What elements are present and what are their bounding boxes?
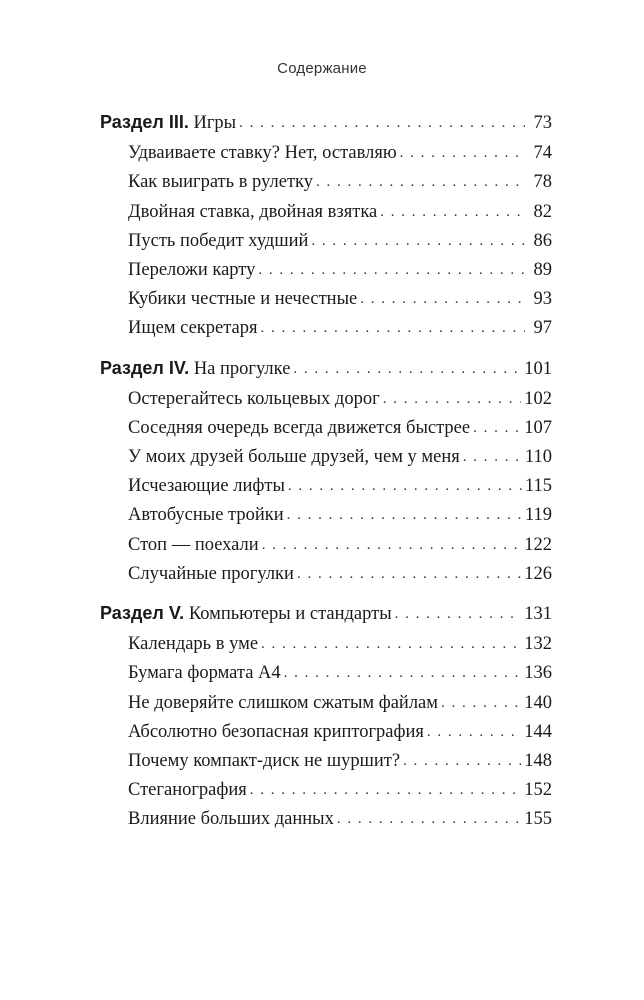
dot-leader [239,109,525,138]
entry-title: Кубики честные и нечестные [128,289,358,310]
page-number: 110 [524,447,552,468]
toc-entry[interactable] [100,314,552,343]
section-label: Раздел IV. [100,357,190,378]
dot-leader [383,385,522,414]
page-number: 107 [524,417,552,438]
table-of-contents [100,108,552,845]
dot-leader [316,168,525,197]
entry-title: Не доверяйте слишком сжатым файлам [128,692,438,713]
page-number: 78 [533,172,552,193]
page-number: 82 [533,201,552,222]
toc-entry[interactable] [100,385,552,414]
toc-section-heading[interactable] [100,599,552,628]
toc-entry[interactable] [100,227,552,256]
page-number: 97 [533,318,552,339]
entry-title: Исчезающие лифты [128,476,285,497]
toc-entry[interactable] [100,718,552,747]
toc-section-5 [100,599,552,835]
toc-entry[interactable] [100,659,552,688]
section-label: Раздел V. [100,603,185,623]
section-title: Игры [193,113,237,133]
dot-leader [261,314,525,343]
toc-entry[interactable] [100,531,552,560]
entry-title: Стоп — поехали [128,534,259,555]
toc-entry[interactable] [100,630,552,659]
entry-title: Влияние больших данных [128,809,334,830]
dot-leader [337,805,521,834]
page-number: 101 [524,358,552,379]
page-number: 140 [524,692,552,713]
entry-title: Соседняя очередь всегда движется быстрее [128,417,471,438]
section-title: Компьютеры и стандарты [188,604,392,624]
entry-title: Двойная ставка, двойная взятка [128,201,378,222]
dot-leader [441,689,521,718]
dot-leader [380,198,525,227]
entry-title: Ищем секретаря [128,318,258,339]
dot-leader [400,139,525,168]
page-number: 122 [524,534,552,555]
dot-leader [403,747,521,776]
entry-title: Переложи карту [128,259,256,280]
toc-section-heading[interactable] [100,108,552,137]
entry-title: Почему компакт-диск не шуршит? [128,750,401,771]
dot-leader [427,718,521,747]
page-number: 132 [524,634,552,655]
toc-entry[interactable] [100,805,552,834]
entry-title: Стеганография [128,780,247,801]
dot-leader [284,659,522,688]
page-number: 136 [524,663,552,684]
page-number: 115 [524,476,552,497]
toc-entry[interactable] [100,256,552,285]
entry-title: Остерегайтесь кольцевых дорог [128,388,380,409]
page-number: 126 [524,563,552,584]
page-number: 73 [533,113,552,133]
toc-entry[interactable] [100,139,552,168]
toc-section-3 [100,108,552,344]
page-number: 102 [524,388,552,409]
entry-title: Абсолютно безопасная криптография [128,721,424,742]
entry-title: Как выиграть в рулетку [128,172,314,193]
page-number: 86 [533,230,552,251]
toc-entry[interactable] [100,560,552,589]
page-number: 93 [533,289,552,310]
entry-title: Бумага формата А4 [128,663,281,684]
dot-leader [293,355,521,384]
toc-entry[interactable] [100,285,552,314]
running-header: Содержание [277,60,367,77]
dot-leader [262,531,522,560]
page-number: 144 [524,721,552,742]
entry-title: Удваиваете ставку? Нет, оставляю [128,143,397,164]
toc-entry[interactable] [100,168,552,197]
page-number: 131 [524,604,552,624]
dot-leader [463,443,522,472]
toc-entry[interactable] [100,443,552,472]
toc-entry[interactable] [100,501,552,530]
dot-leader [261,630,521,659]
dot-leader [360,285,525,314]
entry-title: У моих друзей больше друзей, чем у меня [128,447,460,468]
toc-entry[interactable] [100,472,552,501]
dot-leader [297,560,521,589]
dot-leader [287,501,522,530]
section-title: На прогулке [193,358,291,379]
page-number: 155 [524,809,552,830]
page-number: 152 [524,780,552,801]
page-number: 74 [533,143,552,164]
dot-leader [288,472,522,501]
entry-title: Календарь в уме [128,634,259,655]
dot-leader [250,776,521,805]
page-number: 119 [524,505,552,526]
dot-leader [473,414,521,443]
toc-entry[interactable] [100,198,552,227]
toc-section-heading[interactable] [100,354,552,383]
dot-leader [258,256,525,285]
entry-title: Автобусные тройки [128,505,284,526]
toc-entry[interactable] [100,414,552,443]
toc-entry[interactable] [100,689,552,718]
entry-title: Случайные прогулки [128,563,294,584]
toc-section-4 [100,354,552,590]
section-label: Раздел III. [100,112,189,132]
toc-entry[interactable] [100,747,552,776]
page-number: 89 [533,259,552,280]
entry-title: Пусть победит худший [128,230,309,251]
dot-leader [311,227,525,256]
page-number: 148 [524,750,552,771]
toc-entry[interactable] [100,776,552,805]
dot-leader [395,600,522,629]
